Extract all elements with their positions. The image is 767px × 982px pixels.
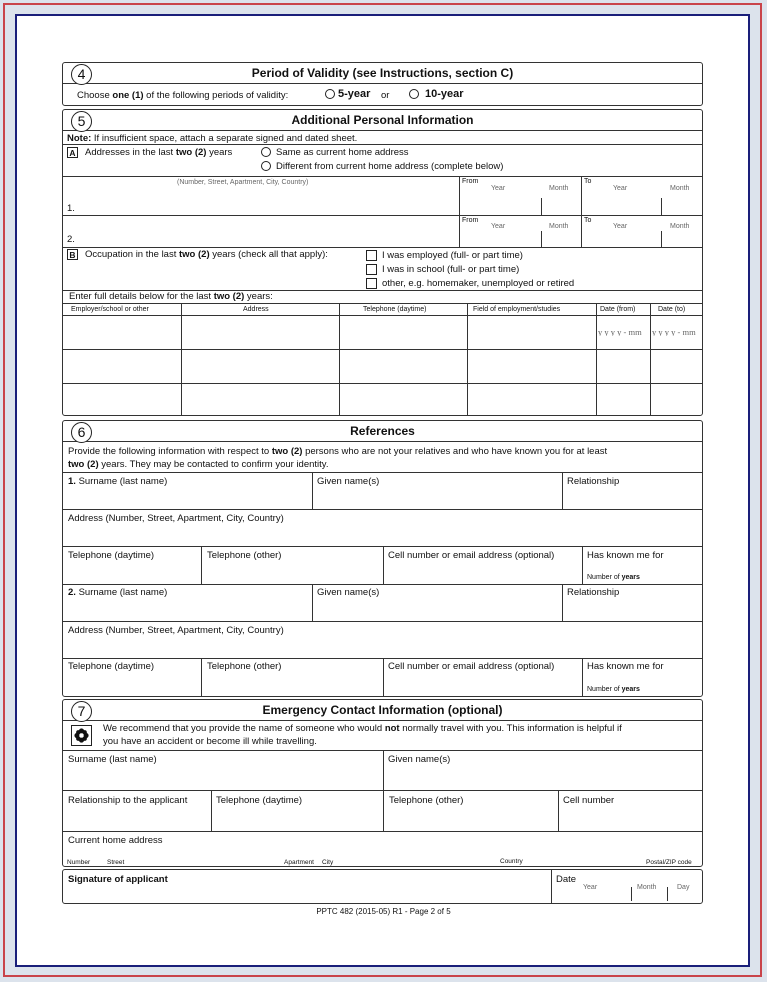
ref2-surname-label[interactable]: 2. Surname (last name) (68, 587, 168, 598)
employed-label: I was employed (full- or part time) (382, 250, 523, 261)
section-5-header (63, 110, 702, 131)
medical-cross-icon (71, 725, 92, 746)
part-a-label: A (67, 147, 78, 158)
section-title: Emergency Contact Information (optional) (262, 703, 503, 717)
radio-10-year[interactable] (409, 89, 419, 99)
from-label: From (462, 178, 479, 185)
col-date-to: Date (to) (658, 306, 686, 313)
section-title: References (350, 424, 415, 438)
ref1-tel-daytime-label[interactable]: Telephone (daytime) (68, 550, 155, 561)
section-title: Period of Validity (see Instructions, section C) (251, 66, 514, 80)
col-employer: Employer/school or other (71, 306, 149, 313)
col-address: Address (243, 306, 269, 313)
ref1-address-label[interactable]: Address (Number, Street, Apartment, City, Country) (68, 513, 284, 524)
to-label: To (584, 217, 592, 224)
references-intro-line1: Provide the following information with respect to two (2) persons who are not your relatives and who have known you for at least (68, 446, 608, 457)
same-address-label: Same as current home address (276, 147, 409, 158)
ref1-given-label[interactable]: Given name(s) (317, 476, 380, 487)
section-6-header (63, 421, 702, 442)
address-row-1[interactable]: 1. (67, 203, 75, 214)
ref2-known-label[interactable]: Has known me for (587, 661, 664, 672)
to-label: To (584, 178, 592, 185)
date-label: Date (556, 874, 577, 885)
option-10-year-label: 10-year (425, 88, 464, 100)
sub-apartment: Apartment (284, 859, 314, 866)
recommendation-line1: We recommend that you provide the name of someone who would not normally travel with you. This information is helpful if (103, 723, 622, 734)
year-label: Year (613, 223, 628, 230)
signature-block (62, 869, 703, 904)
emergency-cell-label[interactable]: Cell number (563, 795, 615, 806)
details-instruction: Enter full details below for the last two (2) years: (69, 291, 273, 302)
emergency-relationship-label[interactable]: Relationship to the applicant (68, 795, 188, 806)
address-caption: (Number, Street, Apartment, City, Country) (177, 179, 309, 186)
ref2-relationship-label[interactable]: Relationship (567, 587, 620, 598)
school-label: I was in school (full- or part time) (382, 264, 520, 275)
or-text: or (381, 90, 390, 101)
recommendation-line2: you have an accident or become ill while travelling. (103, 736, 317, 747)
month-label: Month (670, 185, 690, 192)
checkbox-other[interactable] (366, 278, 377, 289)
section-number: 5 (71, 111, 92, 132)
sig-month-label: Month (637, 884, 657, 891)
date-to-placeholder[interactable]: y y y y - mm (652, 328, 696, 336)
section-additional-personal-info (62, 109, 703, 416)
checkbox-school[interactable] (366, 264, 377, 275)
signature-label[interactable]: Signature of applicant (68, 874, 168, 885)
sub-street: Street (107, 859, 125, 866)
ref1-known-label[interactable]: Has known me for (587, 550, 664, 561)
month-label: Month (549, 185, 569, 192)
section-references (62, 420, 703, 697)
sub-city: City (322, 859, 334, 866)
year-label: Year (491, 185, 506, 192)
other-label: other, e.g. homemaker, unemployed or retired (382, 278, 575, 289)
checkbox-employed[interactable] (366, 250, 377, 261)
year-label: Year (613, 185, 628, 192)
occupation-question: Occupation in the last two (2) years (check all that apply): (85, 249, 328, 260)
ref2-years-label: Number of years (587, 686, 640, 693)
section-number: 6 (71, 422, 92, 443)
from-label: From (462, 217, 479, 224)
note-text: Note: If insufficient space, attach a separate signed and dated sheet. (67, 133, 358, 144)
ref1-relationship-label[interactable]: Relationship (567, 476, 620, 487)
ref1-years-label: Number of years (587, 574, 640, 581)
col-field: Field of employment/studies (473, 306, 561, 313)
form-footer: PPTC 482 (2015-05) R1 - Page 2 of 5 (316, 907, 451, 916)
radio-different-address[interactable] (261, 161, 271, 171)
emergency-address-label[interactable]: Current home address (68, 835, 163, 846)
ref2-tel-daytime-label[interactable]: Telephone (daytime) (68, 661, 155, 672)
sig-day-label: Day (677, 884, 690, 891)
section-emergency-contact (62, 699, 703, 867)
address-row-2[interactable]: 2. (67, 234, 75, 245)
col-telephone: Telephone (daytime) (363, 306, 427, 313)
date-from-placeholder[interactable]: y y y y - mm (598, 328, 642, 336)
year-label: Year (491, 223, 506, 230)
col-date-from: Date (from) (600, 306, 636, 313)
references-intro-line2: two (2) years. They may be contacted to confirm your identity. (68, 459, 329, 470)
month-label: Month (549, 223, 569, 230)
section-title: Additional Personal Information (291, 113, 474, 127)
radio-5-year[interactable] (325, 89, 335, 99)
emergency-given-label[interactable]: Given name(s) (388, 754, 451, 765)
radio-same-address[interactable] (261, 147, 271, 157)
emergency-surname-label[interactable]: Surname (last name) (68, 754, 157, 765)
ref1-cell-label[interactable]: Cell number or email address (optional) (388, 550, 555, 561)
ref2-cell-label[interactable]: Cell number or email address (optional) (388, 661, 555, 672)
section-number: 4 (71, 64, 92, 85)
option-5-year-label: 5-year (338, 88, 371, 100)
ref1-tel-other-label[interactable]: Telephone (other) (207, 550, 282, 561)
sig-year-label: Year (583, 884, 598, 891)
different-address-label: Different from current home address (complete below) (276, 161, 504, 172)
addresses-question: Addresses in the last two (2) years (85, 147, 233, 158)
sub-country: Country (500, 858, 523, 865)
section-number: 7 (71, 701, 92, 722)
ref2-given-label[interactable]: Given name(s) (317, 587, 380, 598)
section-7-header (63, 700, 702, 721)
emergency-tel-daytime-label[interactable]: Telephone (daytime) (216, 795, 303, 806)
section-period-of-validity (62, 62, 703, 106)
sub-number: Number (67, 859, 91, 866)
part-b-label: B (67, 249, 78, 260)
sub-postal: Postal/ZIP code (646, 859, 692, 866)
section-4-header (63, 63, 702, 84)
month-label: Month (670, 223, 690, 230)
ref1-surname-label[interactable]: 1. Surname (last name) (68, 476, 168, 487)
ref2-tel-other-label[interactable]: Telephone (other) (207, 661, 282, 672)
emergency-tel-other-label[interactable]: Telephone (other) (389, 795, 464, 806)
choose-instruction: Choose one (1) of the following periods of validity: (77, 90, 289, 101)
ref2-address-label[interactable]: Address (Number, Street, Apartment, City, Country) (68, 625, 284, 636)
